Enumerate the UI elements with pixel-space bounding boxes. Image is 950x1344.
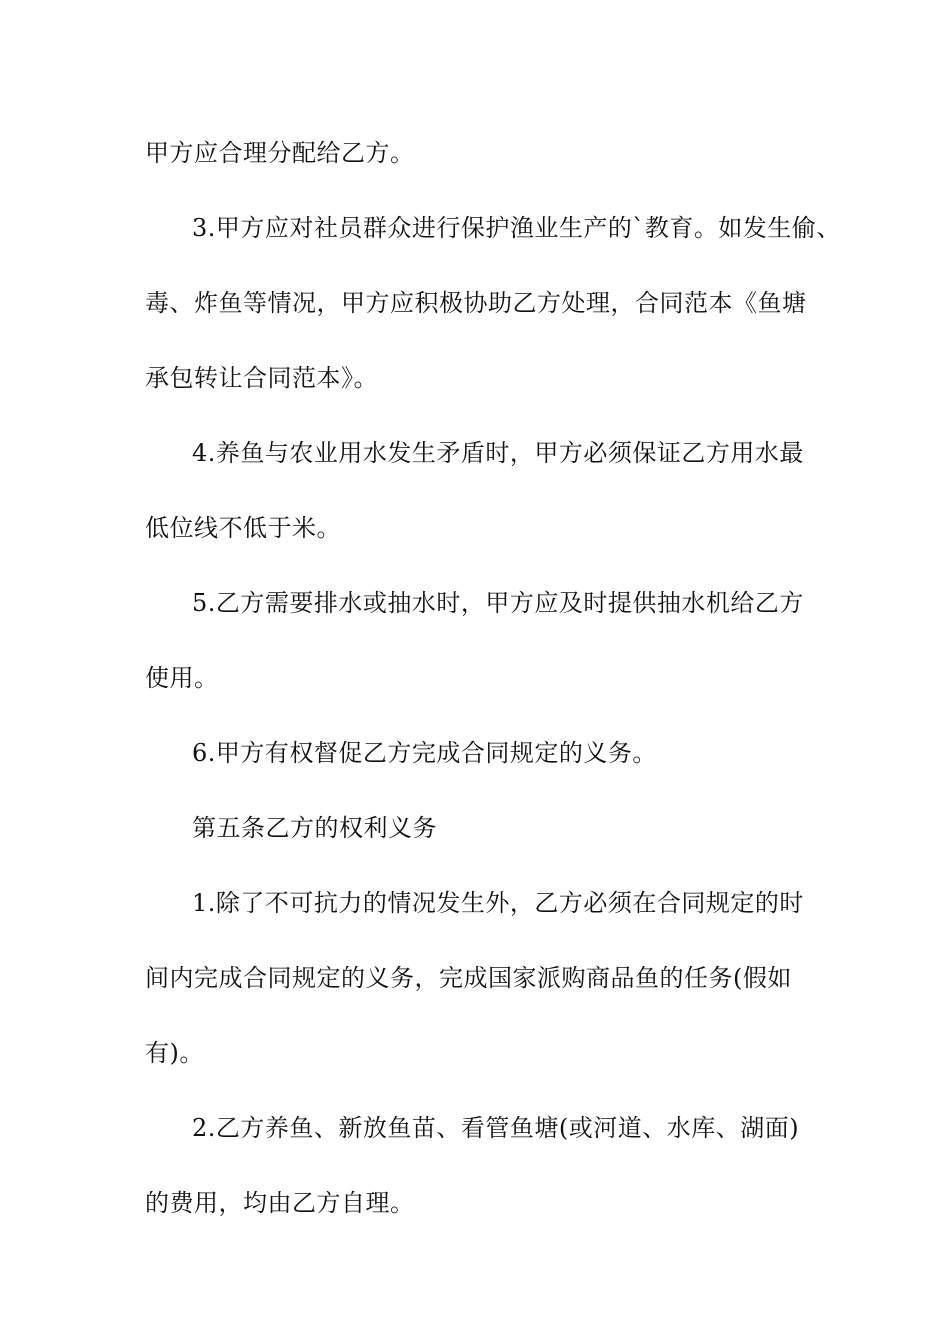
text-line: 使用。 (145, 664, 219, 692)
text-line: 毒、炸鱼等情况，甲方应积极协助乙方处理，合同范本《鱼塘 (145, 289, 807, 317)
paragraph-item-4: 4.养鱼与农业用水发生矛盾时，甲方必须保证乙方用水最 (192, 439, 804, 467)
paragraph-item-3: 3.甲方应对社员群众进行保护渔业生产的`教育。如发生偷、 (192, 214, 841, 242)
text-line: 的费用，均由乙方自理。 (145, 1189, 415, 1217)
paragraph-item-2: 2.乙方养鱼、新放鱼苗、看管鱼塘(或河道、水库、湖面) (192, 1114, 800, 1142)
section-heading: 第五条乙方的权利义务 (192, 814, 437, 842)
text-line: 甲方应合理分配给乙方。 (145, 139, 415, 167)
paragraph-item-6: 6.甲方有权督促乙方完成合同规定的义务。 (192, 739, 657, 767)
text-line: 有)。 (145, 1039, 204, 1067)
text-line: 间内完成合同规定的义务，完成国家派购商品鱼的任务(假如 (145, 964, 792, 992)
text-line: 承包转让合同范本》。 (145, 364, 378, 392)
text-line: 低位线不低于米。 (145, 514, 341, 542)
paragraph-item-1: 1.除了不可抗力的情况发生外，乙方必须在合同规定的时 (192, 889, 804, 917)
paragraph-item-5: 5.乙方需要排水或抽水时，甲方应及时提供抽水机给乙方 (192, 589, 804, 617)
